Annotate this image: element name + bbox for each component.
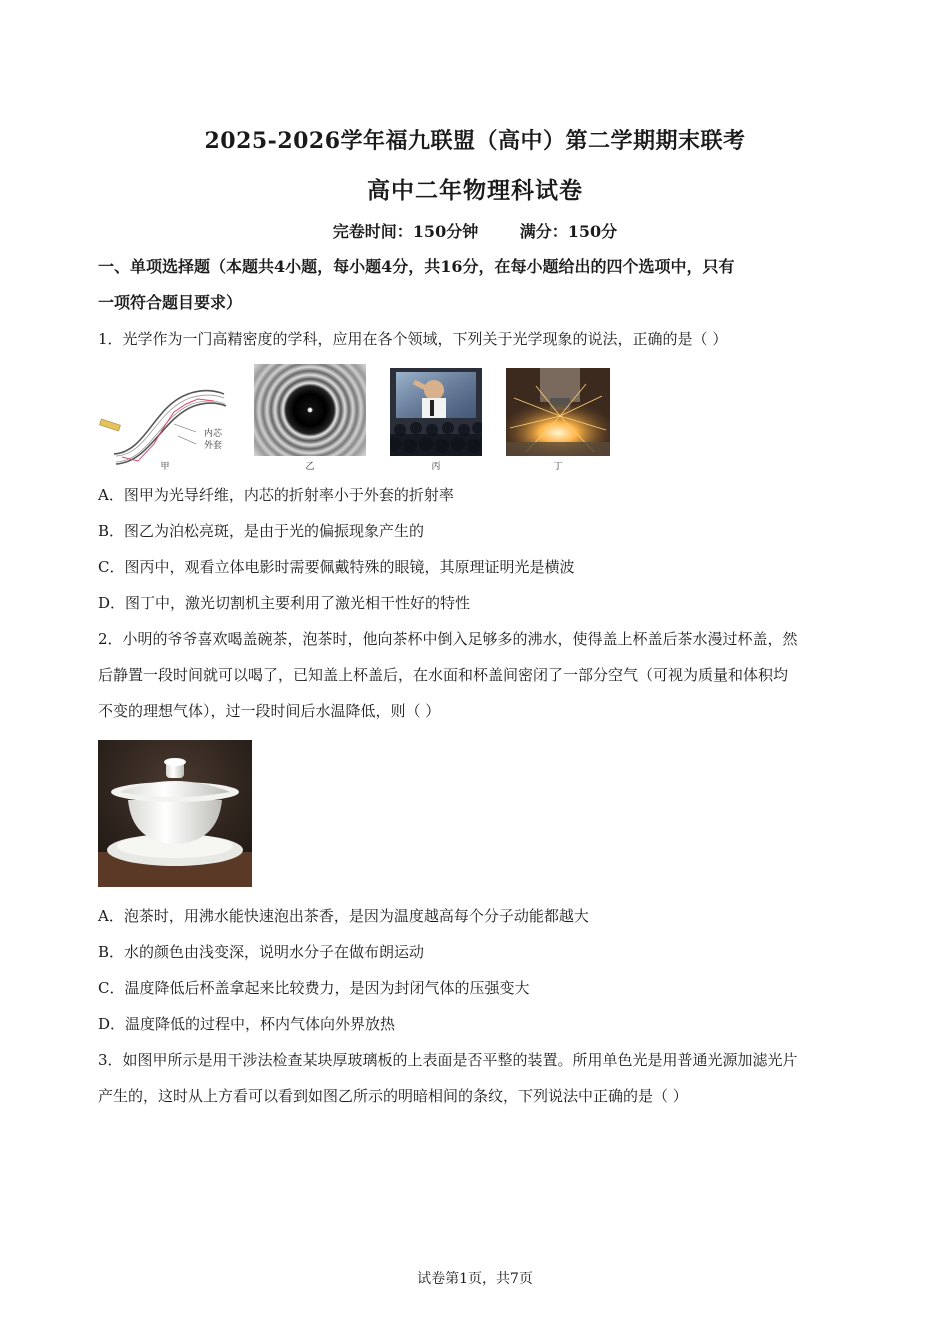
question-1-figures — [98, 364, 618, 472]
poisson-spot-image — [254, 364, 366, 456]
question-1-option-d: D．图丁中，激光切割机主要利用了激光相干性好的特性 — [98, 594, 471, 612]
question-1-option-b: B．图乙为泊松亮斑，是由于光的偏振现象产生的 — [98, 522, 425, 540]
question-3-stem-line2: 产生的，这时从上方看可以看到如图乙所示的明暗相间的条纹，下列说法中正确的是（ ） — [98, 1087, 688, 1105]
question-2-option-b: B．水的颜色由浅变深，说明水分子在做布朗运动 — [98, 943, 425, 961]
figure-label-jia: 甲 — [160, 462, 170, 472]
figure-label-yi: 乙 — [305, 462, 315, 472]
section-heading-line2: 一项符合题目要求） — [98, 293, 243, 312]
exam-meta — [0, 219, 950, 242]
question-1-option-a: A．图甲为光导纤维，内芯的折射率小于外套的折射率 — [98, 486, 454, 504]
fiber-core-label: 内芯 — [203, 429, 222, 439]
figure-3d-movie — [390, 368, 482, 472]
figure-gaiwan-teacup — [98, 740, 252, 887]
fiber-cladding-label: 外套 — [203, 441, 222, 451]
question-1-stem: 1．光学作为一门高精密度的学科，应用在各个领域，下列关于光学现象的说法，正确的是（ ） — [98, 330, 728, 348]
figure-poisson-spot — [254, 364, 366, 472]
question-2-stem-line3: 不变的理想气体），过一段时间后水温降低，则（ ） — [98, 702, 441, 720]
question-2-option-c: C．温度降低后杯盖拿起来比较费力，是因为封闭气体的压强变大 — [98, 979, 530, 997]
figure-label-bing: 丙 — [431, 462, 441, 472]
figure-laser-cutter — [506, 368, 610, 472]
question-2-option-d: D．温度降低的过程中，杯内气体向外界放热 — [98, 1015, 396, 1033]
question-1-option-c: C．图丙中，观看立体电影时需要佩戴特殊的眼镜，其原理证明光是横波 — [98, 558, 575, 576]
question-2-stem-line2: 后静置一段时间就可以喝了，已知盖上杯盖后，在水面和杯盖间密闭了一部分空气（可视为质量和体积均 — [98, 666, 789, 684]
question-2-option-a: A．泡茶时，用沸水能快速泡出茶香，是因为温度越高每个分子动能都越大 — [98, 907, 589, 925]
page-footer: 试卷第1页，共7页 — [417, 1271, 533, 1287]
question-2-stem-line1: 2．小明的爷爷喜欢喝盖碗茶，泡茶时，他向茶杯中倒入足够多的沸水，使得盖上杯盖后茶水漫过杯盖，然 — [98, 630, 798, 648]
question-3-stem-line1: 3．如图甲所示是用干涉法检查某块厚玻璃板的上表面是否平整的装置。所用单色光是用普通光源加滤光片 — [98, 1051, 798, 1069]
figure-fiber-optic — [98, 364, 230, 472]
exam-subtitle: 高中二年物理科试卷 — [367, 177, 583, 204]
section-heading-line1: 一、单项选择题（本题共4小题，每小题4分，共16分，在每小题给出的四个选项中，只有 — [98, 257, 735, 276]
exam-title: 2025-2026学年福九联盟（高中）第二学期期末联考 — [204, 128, 746, 154]
figure-label-ding: 丁 — [553, 462, 563, 472]
time-info: 完卷时间：150分钟 — [332, 222, 479, 241]
score-info: 满分：150分 — [519, 222, 618, 241]
